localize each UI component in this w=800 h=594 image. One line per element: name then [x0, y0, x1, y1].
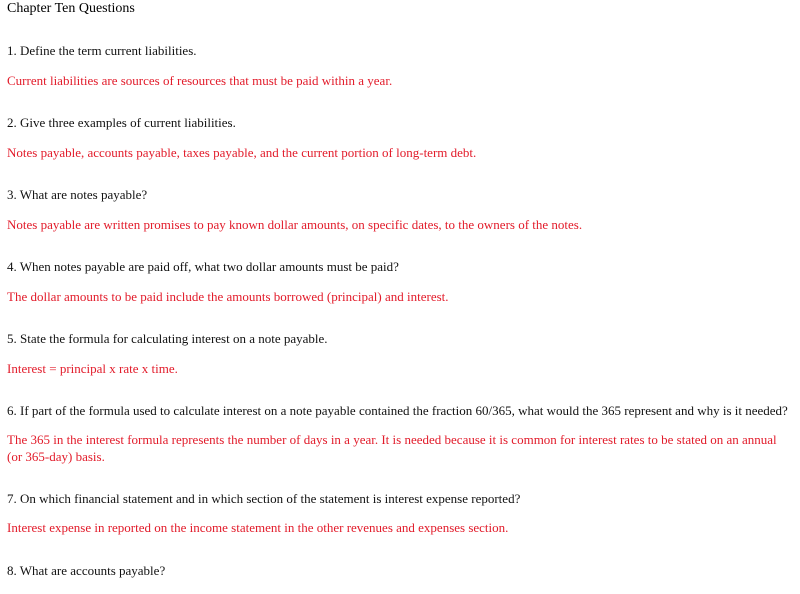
answer-1: Current liabilities are sources of resources that must be paid within a year. — [7, 73, 393, 88]
answer-7: Interest expense in reported on the income statement in the other revenues and expenses section. — [7, 520, 509, 535]
question-4: 4. When notes payable are paid off, what two dollar amounts must be paid? — [7, 259, 399, 274]
question-8: 8. What are accounts payable? — [7, 563, 166, 578]
question-1: 1. Define the term current liabilities. — [7, 43, 197, 58]
answer-4: The dollar amounts to be paid include the amounts borrowed (principal) and interest. — [7, 289, 449, 304]
page-title: Chapter Ten Questions — [7, 1, 135, 16]
answer-5: Interest = principal x rate x time. — [7, 361, 178, 376]
question-6: 6. If part of the formula used to calculate interest on a note payable contained the fraction 60/365, what would the 365 represent and why is it needed? — [7, 403, 788, 418]
question-3: 3. What are notes payable? — [7, 187, 148, 202]
answer-6: The 365 in the interest formula represents the number of days in a year. It is needed because it is common for interest rates to be stated on an annual (or 365-day) basis. — [7, 432, 777, 464]
question-7: 7. On which financial statement and in which section of the statement is interest expense reported? — [7, 491, 521, 506]
answer-2: Notes payable, accounts payable, taxes payable, and the current portion of long-term debt. — [7, 145, 477, 160]
answer-3: Notes payable are written promises to pay known dollar amounts, on specific dates, to the owners of the notes. — [7, 217, 583, 232]
question-5: 5. State the formula for calculating interest on a note payable. — [7, 331, 328, 346]
question-2: 2. Give three examples of current liabilities. — [7, 115, 236, 130]
